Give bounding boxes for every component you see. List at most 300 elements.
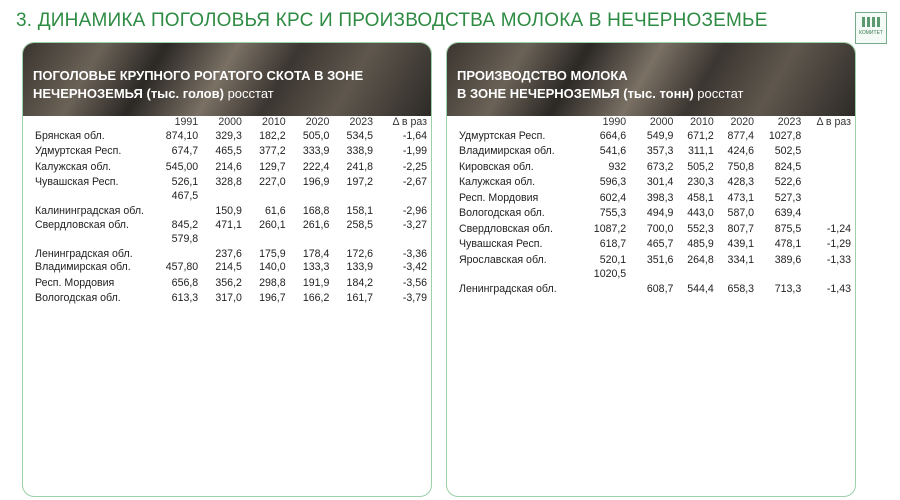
- value-cell: [377, 159, 431, 175]
- value-cell: [677, 237, 717, 253]
- table-row: [447, 175, 855, 191]
- value-text: 17,3: [733, 373, 755, 386]
- value-cell: [583, 372, 630, 388]
- region-name: [447, 252, 583, 268]
- table-row: [23, 175, 431, 191]
- value-text: 329,3: [215, 129, 242, 142]
- value-cell: [202, 190, 246, 217]
- table-row: [447, 419, 855, 435]
- value-text: 258,5: [346, 218, 374, 231]
- value-cell: [151, 190, 202, 217]
- table-row: [23, 233, 431, 260]
- value-text: 173,4: [215, 338, 242, 351]
- value-text: 26,9: [652, 373, 674, 386]
- value-cell: [333, 217, 377, 233]
- value-text: 932: [608, 160, 627, 173]
- value-text: 754,4: [599, 404, 627, 417]
- value-cell: [290, 426, 334, 442]
- table-row: [447, 252, 855, 268]
- value-cell: [290, 291, 334, 307]
- value-cell: [677, 357, 717, 373]
- value-text: 505,0: [302, 129, 330, 142]
- value-cell: [377, 426, 431, 442]
- value-cell: [758, 190, 805, 206]
- value-cell: [718, 175, 758, 191]
- value-cell: [630, 252, 677, 268]
- value-cell: [151, 217, 202, 233]
- value-cell: [246, 217, 290, 233]
- value-text: 750,8: [727, 160, 755, 173]
- region-label: Ленинградская обл.: [459, 282, 557, 295]
- value-text: 81,0: [265, 307, 286, 320]
- col-header: 1990: [602, 116, 627, 128]
- value-text: 656,8: [171, 276, 199, 289]
- region-name: [447, 372, 583, 388]
- value-cell: [718, 128, 758, 144]
- value-cell: [202, 380, 246, 396]
- value-text: 443,0: [687, 207, 714, 220]
- value-text: 458,1: [687, 191, 714, 204]
- value-text: 900,60: [165, 443, 199, 456]
- value-cell: [333, 322, 377, 338]
- value-text: 234,7: [346, 367, 374, 380]
- cattle-heading-line1: ПОГОЛОВЬЕ КРУПНОГО РОГАТОГО СКОТА В ЗОНЕ: [33, 68, 364, 83]
- value-cell: [718, 268, 758, 295]
- value-text: 200,3: [687, 342, 714, 355]
- value-cell: [202, 175, 246, 191]
- value-text: -3,42: [402, 261, 427, 274]
- value-text: 237,6: [215, 247, 242, 260]
- region-label: Калининградская обл.: [35, 205, 144, 217]
- value-text: 43,8: [177, 381, 199, 394]
- table-row: [23, 380, 431, 396]
- value-cell: [333, 353, 377, 380]
- value-text: 541,6: [599, 145, 627, 158]
- value-text: 191,9: [302, 276, 330, 289]
- value-text: 56,2: [221, 323, 242, 336]
- value-cell: [677, 419, 717, 435]
- table-row: [447, 326, 855, 342]
- cattle-banner: [23, 43, 431, 116]
- region-header: [447, 116, 583, 128]
- value-text: 230,3: [687, 176, 714, 189]
- region-label: Вологодская обл.: [35, 292, 121, 305]
- value-cell: [333, 306, 377, 322]
- value-text: 552,3: [687, 222, 714, 235]
- region-label: Ярославская обл.: [459, 253, 547, 266]
- value-text: 198,4: [215, 427, 242, 440]
- region-name: [23, 128, 151, 144]
- value-cell: [718, 295, 758, 311]
- value-text: 713,3: [774, 282, 802, 295]
- value-text: -2,67: [402, 176, 427, 189]
- value-cell: [202, 128, 246, 144]
- value-cell: [677, 190, 717, 206]
- value-cell: [630, 310, 677, 326]
- value-cell: [630, 434, 677, 450]
- value-cell: [758, 252, 805, 268]
- value-cell: [151, 380, 202, 396]
- value-cell: [677, 372, 717, 388]
- region-name: [23, 411, 151, 427]
- value-text: 44,3: [265, 458, 286, 471]
- value-cell: [333, 457, 377, 473]
- value-text: 658,3: [727, 282, 755, 295]
- value-cell: [377, 457, 431, 473]
- value-text: 1752: [174, 352, 199, 365]
- value-cell: [718, 159, 758, 175]
- value-cell: [246, 426, 290, 442]
- value-cell: [377, 175, 431, 191]
- value-cell: [246, 353, 290, 380]
- cattle-header-row: [23, 116, 431, 128]
- region-name: [447, 268, 583, 295]
- region-name: [447, 295, 583, 311]
- value-cell: [630, 326, 677, 342]
- value-cell: [583, 310, 630, 326]
- value-text: 317,0: [215, 292, 242, 305]
- value-cell: [246, 380, 290, 396]
- value-text: 18,2: [352, 323, 374, 336]
- value-cell: [805, 190, 855, 206]
- region-label: Тульская обл.: [459, 342, 527, 355]
- value-text: 766,10: [165, 412, 199, 425]
- value-cell: [377, 380, 431, 396]
- value-text: 527,3: [774, 191, 802, 204]
- value-cell: [290, 175, 334, 191]
- value-cell: [630, 357, 677, 373]
- value-text: 260,1: [259, 218, 286, 231]
- value-text: 168,8: [302, 205, 330, 217]
- value-cell: [677, 341, 717, 357]
- value-text: 105,9: [646, 358, 674, 371]
- value-text: -3,27: [402, 218, 427, 231]
- value-cell: [758, 310, 805, 326]
- value-cell: [151, 159, 202, 175]
- value-text: -2,25: [402, 160, 427, 173]
- value-text: -6,94: [402, 323, 427, 336]
- value-text: -2,78: [826, 296, 851, 309]
- value-text: 292,6: [687, 420, 714, 433]
- region-label: Мурманская обл.: [459, 373, 544, 386]
- region-label: Мурманская обл.: [35, 381, 120, 394]
- value-text: 555,1: [171, 427, 199, 440]
- region-label: Владимирская обл.: [35, 261, 131, 274]
- region-name: [447, 310, 583, 326]
- region-label: Свердловская обл.: [459, 222, 553, 235]
- value-text: 301,4: [646, 176, 674, 189]
- region-label: Ивановская обл.: [35, 307, 117, 320]
- value-text: 67,1: [780, 435, 802, 448]
- value-cell: [202, 260, 246, 276]
- value-text: 150,9: [215, 205, 242, 217]
- value-cell: [377, 306, 431, 322]
- region-header: [23, 116, 151, 128]
- value-text: 673,2: [646, 160, 674, 173]
- value-text: 824,5: [774, 160, 802, 173]
- region-label: Тверская обл.: [459, 389, 528, 402]
- value-cell: [583, 175, 630, 191]
- value-cell: [202, 306, 246, 322]
- value-cell: [246, 128, 290, 144]
- table-row: [447, 237, 855, 253]
- milk-panel: [446, 42, 856, 497]
- value-text: 354,7: [171, 396, 199, 409]
- value-text: -7,65: [402, 381, 427, 394]
- value-cell: [677, 268, 717, 295]
- region-label: Чувашская Респ.: [35, 176, 119, 189]
- value-cell: [583, 268, 630, 295]
- value-text: -1,64: [402, 129, 427, 142]
- value-text: 196,7: [259, 292, 286, 305]
- committee-logo: [855, 12, 887, 44]
- value-text: 161,0: [727, 420, 755, 433]
- region-name: [447, 357, 583, 373]
- value-cell: [246, 159, 290, 175]
- cattle-heading-text: НЕЧЕРНОЗЕМЬЯ (тыс. голов): [33, 86, 224, 101]
- value-cell: [290, 190, 334, 217]
- value-text: 232,3: [646, 327, 674, 340]
- value-cell: [333, 159, 377, 175]
- milk-heading-line1: ПРОИЗВОДСТВО МОЛОКА: [457, 68, 628, 83]
- value-text: 47,8: [308, 338, 330, 351]
- value-text: 126,3: [171, 323, 199, 336]
- table-row: [23, 426, 431, 442]
- value-cell: [333, 233, 377, 260]
- value-cell: [677, 295, 717, 311]
- value-cell: [377, 217, 431, 233]
- value-text: 150,9: [646, 435, 674, 448]
- value-cell: [290, 380, 334, 396]
- region-name: [447, 190, 583, 206]
- value-cell: [758, 403, 805, 419]
- value-cell: [805, 159, 855, 175]
- value-text: 845,2: [171, 218, 199, 231]
- col-header: Δ в раз: [392, 116, 427, 128]
- value-text: 579,8: [171, 232, 199, 245]
- value-cell: [202, 144, 246, 160]
- value-text: 797,4: [599, 420, 627, 433]
- value-text: 63,7: [733, 296, 755, 309]
- table-row: [447, 434, 855, 450]
- value-cell: [202, 275, 246, 291]
- value-text: -7,47: [402, 367, 427, 380]
- value-cell: [677, 434, 717, 450]
- region-label: Кировская обл.: [459, 160, 534, 173]
- value-text: 1087,2: [593, 222, 627, 235]
- col-header: 2000: [649, 116, 674, 128]
- value-text: 596,3: [599, 176, 627, 189]
- table-row: [447, 206, 855, 222]
- value-cell: [202, 395, 246, 411]
- value-text: 207: [608, 358, 627, 371]
- value-cell: [290, 395, 334, 411]
- value-text: 356,2: [215, 276, 242, 289]
- value-text: 1027,8: [768, 129, 802, 142]
- value-text: 639,4: [774, 207, 802, 220]
- milk-banner: [447, 43, 855, 116]
- value-cell: [151, 306, 202, 322]
- value-cell: [630, 403, 677, 419]
- value-cell: [377, 353, 431, 380]
- value-text: 351,6: [646, 253, 674, 266]
- value-text: 602,4: [599, 191, 627, 204]
- value-text: 171,7: [259, 443, 286, 456]
- value-text: 881,3: [599, 389, 627, 402]
- value-text: 587,0: [727, 207, 755, 220]
- value-cell: [805, 237, 855, 253]
- value-cell: [151, 175, 202, 191]
- value-cell: [630, 268, 677, 295]
- value-text: -3,56: [402, 276, 427, 289]
- value-cell: [333, 426, 377, 442]
- value-cell: [151, 353, 202, 380]
- value-text: 133,3: [302, 261, 330, 274]
- value-text: 107,9: [259, 427, 286, 440]
- value-cell: [677, 159, 717, 175]
- milk-source: росстат: [697, 86, 744, 101]
- region-label: Свердловская обл.: [35, 218, 129, 231]
- value-text: 282,0: [215, 412, 242, 425]
- value-cell: [333, 337, 377, 353]
- value-cell: [718, 144, 758, 160]
- value-cell: [718, 252, 758, 268]
- col-header: 2010: [262, 116, 286, 128]
- region-name: [447, 388, 583, 404]
- region-label: Вологодская обл.: [459, 207, 545, 220]
- value-text: 159,5: [774, 404, 802, 417]
- region-label: Костромская обл.: [35, 338, 122, 351]
- value-cell: [805, 434, 855, 450]
- value-cell: [805, 252, 855, 268]
- value-text: 671,2: [687, 129, 714, 142]
- value-text: 85,7: [652, 296, 674, 309]
- value-text: 877,4: [727, 129, 755, 142]
- value-text: 338,0: [646, 404, 674, 417]
- milk-header-row: [447, 116, 855, 128]
- value-text: 86,7: [352, 412, 374, 425]
- value-text: 197,2: [346, 176, 374, 189]
- table-row: [23, 291, 431, 307]
- value-text: -3,62: [826, 358, 851, 371]
- value-text: 96,3: [221, 458, 242, 471]
- value-text: 65,7: [733, 435, 755, 448]
- region-label: Калужская обл.: [459, 176, 536, 189]
- value-cell: [805, 403, 855, 419]
- value-text: 473,1: [727, 191, 755, 204]
- region-label: Респ. Мордовия: [35, 276, 115, 289]
- value-text: 711,4: [600, 342, 627, 355]
- table-row: [23, 275, 431, 291]
- page-title: 3. ДИНАМИКА ПОГОЛОВЬЯ КРС И ПРОИЗВОДСТВА МОЛОКА В НЕЧЕРНОЗЕМЬЕ: [16, 10, 768, 31]
- value-text: -4,17: [826, 389, 851, 402]
- region-name: [447, 237, 583, 253]
- region-label: Ленинградская обл.: [35, 247, 133, 260]
- value-text: 544,4: [687, 282, 714, 295]
- value-cell: [377, 291, 431, 307]
- region-name: [447, 403, 583, 419]
- region-label: Удмуртская Респ.: [35, 145, 122, 158]
- table-row: [447, 221, 855, 237]
- milk-table: [447, 116, 855, 450]
- region-name: [23, 217, 151, 233]
- region-name: [23, 380, 151, 396]
- value-cell: [246, 275, 290, 291]
- value-cell: [151, 411, 202, 427]
- value-text: 338,9: [346, 145, 374, 158]
- value-cell: [151, 128, 202, 144]
- value-text: 769,4: [687, 311, 714, 324]
- value-text: 505,2: [687, 160, 714, 173]
- value-cell: [718, 419, 758, 435]
- value-text: 58,1: [352, 307, 374, 320]
- value-cell: [583, 326, 630, 342]
- value-cell: [202, 353, 246, 380]
- region-name: [23, 353, 151, 380]
- value-cell: [583, 159, 630, 175]
- value-text: 261,6: [302, 218, 330, 231]
- value-text: 348,2: [599, 435, 627, 448]
- region-label: Владимирская обл.: [459, 145, 555, 158]
- value-cell: [583, 295, 630, 311]
- col-header: 2000: [218, 116, 242, 128]
- region-label: Респ. Карелия: [459, 296, 530, 309]
- value-text: 91,5: [308, 443, 330, 456]
- value-text: 7,8: [270, 381, 286, 394]
- table-row: [447, 144, 855, 160]
- value-cell: [290, 322, 334, 338]
- value-text: -1,29: [826, 238, 851, 251]
- value-cell: [630, 295, 677, 311]
- value-cell: [290, 233, 334, 260]
- value-cell: [805, 372, 855, 388]
- value-cell: [677, 206, 717, 222]
- value-text: 471,1: [215, 218, 242, 231]
- value-text: 28,1: [693, 373, 714, 386]
- value-text: 297,2: [687, 389, 714, 402]
- region-label: Смоленская обл.: [459, 420, 543, 433]
- value-cell: [583, 419, 630, 435]
- table-row: [447, 388, 855, 404]
- value-cell: [677, 175, 717, 191]
- value-cell: [583, 357, 630, 373]
- footnote-mark: 1); 2): [540, 312, 555, 319]
- value-cell: [151, 426, 202, 442]
- value-text: 390,70: [165, 307, 199, 320]
- value-cell: [151, 337, 202, 353]
- value-text: 613,3: [171, 292, 199, 305]
- value-cell: [246, 260, 290, 276]
- value-text: 485,9: [687, 238, 714, 251]
- value-cell: [583, 206, 630, 222]
- value-cell: [290, 260, 334, 276]
- value-cell: [246, 411, 290, 427]
- value-text: 5,7: [358, 381, 374, 394]
- value-cell: [805, 388, 855, 404]
- value-cell: [151, 457, 202, 473]
- table-row: [447, 310, 855, 326]
- region-name: [447, 326, 583, 342]
- region-name: [23, 426, 151, 442]
- value-text: 328,8: [215, 176, 242, 189]
- value-text: 321,4: [259, 367, 286, 380]
- value-text: 433,9: [646, 420, 674, 433]
- region-label: Чувашская Респ.: [459, 238, 543, 251]
- value-cell: [583, 128, 630, 144]
- region-name: [23, 175, 151, 191]
- value-text: 172,6: [346, 247, 374, 260]
- value-text: 334,1: [727, 253, 755, 266]
